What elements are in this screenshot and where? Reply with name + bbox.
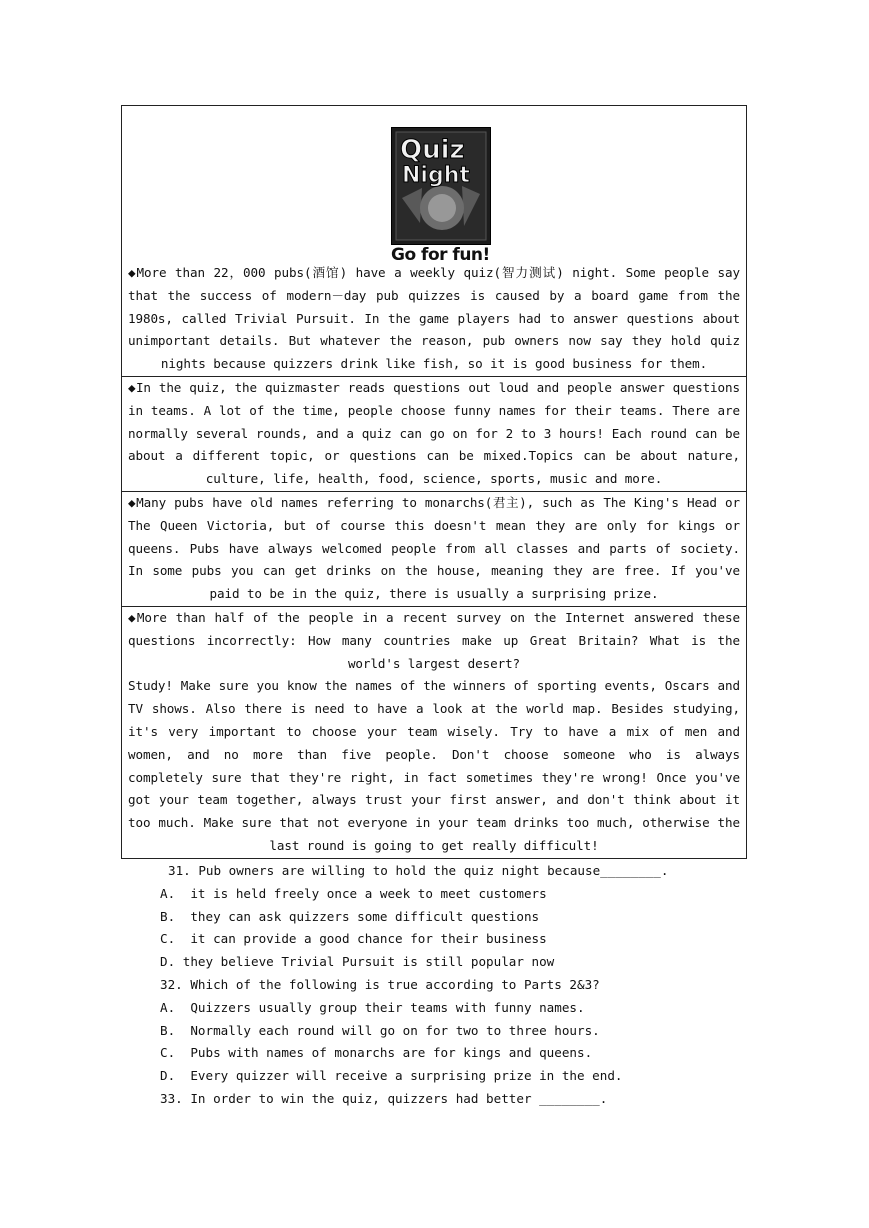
logo-area — [128, 106, 740, 266]
part-4-text-b: Study! Make sure you know the names of the winners of sporting events, Oscars and TV shows. Also there is need to have a look at the world map. Besides studying, it's very important to choose your team wisely. Try to have a mix of men and women, and no more than five people. Don't choose someone who is always completely sure that they're right, in fact sometimes they're wrong! Once you've got your team together, always trust your first answer, and don't think about it too much. Make sure that not everyone in your team drinks too much, otherwise the last round is going to get really difficult! — [128, 678, 740, 853]
question-31-option-c: C. it can provide a good chance for their business — [160, 931, 547, 947]
question-32-stem: 32. Which of the following is true according to Parts 2&3? — [160, 976, 600, 992]
part-2-text: ◆In the quiz, the quizmaster reads questions out loud and people answer questions in teams. A lot of the time, people choose funny names for their teams. There are normally several rounds, and a quiz can go on for 2 to 3 hours! Each round can be about a different topic, or questions can be mixed.Topics can be about nature, culture, life, health, food, science, sports, music and more. — [128, 379, 740, 487]
question-31-option-a: A. it is held freely once a week to meet customers — [160, 885, 547, 901]
question-31-option-b: B. they can ask quizzers some difficult questions — [160, 908, 540, 924]
passage-part-4 — [122, 606, 746, 858]
question-31-option-d: D. they believe Trivial Pursuit is still popular now — [160, 954, 555, 970]
part-1-text: ◆More than 22，000 pubs(酒馆) have a weekly quiz(智力测试) night. Some people say that the success of modern－day pub quizzes is caused by a board game from the 1980s, called Trivial Pursuit. In the game players had to answer questions about unimportant details. But whatever the reason, pub owners now say they hold quiz nights because quizzers drink like fish, so it is good business for them. — [128, 265, 740, 372]
question-32-option-c: C. Pubs with names of monarchs are for kings and queens. — [160, 1045, 593, 1061]
question-33-stem: 33. In order to win the quiz, quizzers had better ________. — [160, 1090, 608, 1106]
quiz-night-logo — [391, 127, 491, 265]
passage-part-1 — [122, 106, 746, 376]
question-32-option-a: A. Quizzers usually group their teams with funny names. — [160, 999, 585, 1015]
question-31-stem: 31. Pub owners are willing to hold the quiz night because________. — [168, 863, 669, 878]
logo-line-1: Quiz — [400, 135, 465, 165]
question-32-option-d: D. Every quizzer will receive a surprising prize in the end. — [160, 1068, 623, 1084]
passage-part-3 — [122, 491, 746, 606]
questions-section — [160, 860, 760, 1111]
part-3-text: ◆Many pubs have old names referring to monarchs(君主), such as The King's Head or The Queen Victoria, but of course this doesn't mean they are only for kings or queens. Pubs have always welcomed people from all classes and parts of society. In some pubs you can get drinks on the house, meaning they are free. If you've paid to be in the quiz, there is usually a surprising prize. — [128, 494, 740, 602]
logo-line-2: Night — [402, 163, 470, 188]
part-4-text-a: ◆More than half of the people in a recent survey on the Internet answered these questions incorrectly: How many countries make up Great Britain? What is the world's largest desert? — [128, 609, 740, 671]
passage-table — [121, 105, 747, 859]
quiz-night-image — [391, 127, 491, 245]
quiz-night-graphic — [392, 128, 490, 244]
passage-part-2 — [122, 376, 746, 491]
logo-caption: Go for fun! — [391, 245, 490, 265]
question-32-option-b: B. Normally each round will go on for two to three hours. — [160, 1022, 600, 1038]
